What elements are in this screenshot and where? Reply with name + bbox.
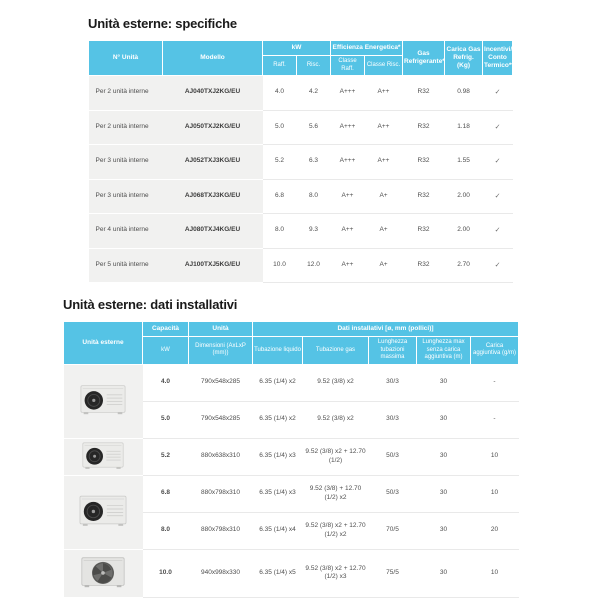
install-cell-dimensions: 790x548x285 [189, 364, 253, 401]
spec-cell-charge: 2.00 [445, 179, 483, 214]
spec-cell-charge: 0.98 [445, 76, 483, 111]
spec-cell-kw-heat: 8.0 [297, 179, 331, 214]
spec-cell-class-heat: A++ [365, 76, 403, 111]
install-cell-dimensions: 880x798x310 [189, 512, 253, 549]
spec-cell-gas: R32 [403, 145, 445, 180]
install-cell-max-length: 75/5 [369, 549, 417, 598]
spec-cell-kw-heat: 12.0 [297, 248, 331, 283]
install-cell-liquid-pipe: 6.35 (1/4) x2 [253, 401, 303, 438]
spec-cell-kw-cool: 8.0 [263, 214, 297, 249]
install-cell-max-no-charge: 30 [417, 475, 471, 512]
spec-cell-gas: R32 [403, 179, 445, 214]
spec-header-kw-group: kW [263, 41, 331, 56]
spec-header-kw-heat: Risc. [297, 56, 331, 76]
spec-header-charge [445, 41, 483, 76]
outdoor-unit-xl-icon [80, 551, 126, 593]
install-header-outdoor-units: Unità esterne [64, 322, 143, 365]
spec-header-incentive-line1: Incentivi/ [484, 45, 513, 53]
install-cell-gas-pipe: 9.52 (3/8) x2 + 12.70 (1/2) x2 [303, 512, 369, 549]
spec-cell-model: AJ050TXJ2KG/EU [163, 110, 263, 145]
install-cell-extra-charge: - [471, 401, 519, 438]
spec-cell-kw-heat: 9.3 [297, 214, 331, 249]
spec-row [89, 76, 513, 111]
spec-cell-class-cool: A+++ [331, 145, 365, 180]
install-cell-unit-image [64, 475, 143, 549]
spec-cell-kw-heat: 6.3 [297, 145, 331, 180]
install-cell-max-length: 30/3 [369, 401, 417, 438]
spec-header-unit-count: N° Unità [89, 41, 163, 76]
spec-row [89, 248, 513, 283]
install-cell-dimensions: 940x998x330 [189, 549, 253, 598]
spec-row [89, 179, 513, 214]
spec-cell-gas: R32 [403, 110, 445, 145]
spec-header-charge-line1: Carica Gas [446, 45, 481, 53]
install-cell-gas-pipe: 9.52 (3/8) x2 [303, 364, 369, 401]
install-cell-extra-charge: 10 [471, 549, 519, 598]
install-header-unit-group: Unità [189, 322, 253, 337]
spec-cell-charge: 2.70 [445, 248, 483, 283]
spec-cell-class-heat: A+ [365, 179, 403, 214]
spec-cell-incentive-check: ✓ [483, 179, 513, 214]
spec-cell-incentive-check: ✓ [483, 76, 513, 111]
install-header-extra-charge: Carica aggiuntiva (g/m) [471, 337, 519, 365]
spec-cell-charge: 2.00 [445, 214, 483, 249]
spec-cell-unit-count: Per 3 unità interne [89, 179, 163, 214]
install-cell-liquid-pipe: 6.35 (1/4) x3 [253, 438, 303, 475]
install-cell-capacity: 8.0 [143, 512, 189, 549]
install-cell-extra-charge: 10 [471, 475, 519, 512]
install-cell-max-no-charge: 30 [417, 401, 471, 438]
outdoor-unit-medium-icon [82, 440, 124, 470]
install-header-install-group: Dati installativi [ø, mm (pollici)] [253, 322, 519, 337]
install-cell-capacity: 4.0 [143, 364, 189, 401]
spec-header-charge-line2: Refrig. (Kg) [453, 53, 474, 70]
install-cell-max-length: 50/3 [369, 475, 417, 512]
install-cell-liquid-pipe: 6.35 (1/4) x4 [253, 512, 303, 549]
install-header-max-length: Lunghezza tubazioni massima [369, 337, 417, 365]
spec-cell-kw-cool: 6.8 [263, 179, 297, 214]
spec-cell-model: AJ080TXJ4KG/EU [163, 214, 263, 249]
spec-cell-class-heat: A++ [365, 145, 403, 180]
install-row [64, 549, 519, 598]
install-cell-max-no-charge: 30 [417, 512, 471, 549]
install-cell-extra-charge: 20 [471, 512, 519, 549]
spec-table-header [89, 41, 513, 76]
spec-cell-gas: R32 [403, 214, 445, 249]
install-cell-extra-charge: 10 [471, 438, 519, 475]
install-cell-max-no-charge: 30 [417, 438, 471, 475]
install-header-liquid-pipe: Tubazione liquido [253, 337, 303, 365]
install-table [63, 321, 519, 598]
spec-table-body [89, 76, 513, 283]
install-cell-capacity: 10.0 [143, 549, 189, 598]
install-table-header [64, 322, 519, 365]
spec-cell-unit-count: Per 4 unità interne [89, 214, 163, 249]
install-cell-max-length: 50/3 [369, 438, 417, 475]
spec-cell-incentive-check: ✓ [483, 248, 513, 283]
spec-header-incentive [483, 41, 513, 76]
install-cell-dimensions: 880x638x310 [189, 438, 253, 475]
spec-header-gas-line2: Refrigerante* [404, 58, 445, 65]
install-cell-dimensions: 790x548x285 [189, 401, 253, 438]
spec-cell-model: AJ040TXJ2KG/EU [163, 76, 263, 111]
spec-header-gas-line1: Gas [417, 49, 430, 57]
spec-cell-unit-count: Per 3 unità interne [89, 145, 163, 180]
spec-cell-model: AJ052TXJ3KG/EU [163, 145, 263, 180]
install-cell-liquid-pipe: 6.35 (1/4) x3 [253, 475, 303, 512]
spec-cell-charge: 1.55 [445, 145, 483, 180]
outdoor-unit-large-icon [79, 490, 127, 530]
spec-cell-incentive-check: ✓ [483, 110, 513, 145]
spec-table [88, 40, 513, 283]
spec-cell-model: AJ068TXJ3KG/EU [163, 179, 263, 214]
spec-cell-kw-heat: 5.6 [297, 110, 331, 145]
spec-cell-model: AJ100TXJ5KG/EU [163, 248, 263, 283]
install-cell-gas-pipe: 9.52 (3/8) x2 [303, 401, 369, 438]
spec-cell-kw-cool: 5.2 [263, 145, 297, 180]
spec-cell-unit-count: Per 2 unità interne [89, 76, 163, 111]
install-cell-unit-image [64, 549, 143, 598]
spec-cell-kw-cool: 5.0 [263, 110, 297, 145]
install-cell-liquid-pipe: 6.35 (1/4) x2 [253, 364, 303, 401]
install-header-capacity-group: Capacità [143, 322, 189, 337]
install-row [64, 364, 519, 401]
spec-header-kw-cool: Raff. [263, 56, 297, 76]
spec-header-efficiency-group: Efficienza Energetica* [331, 41, 403, 56]
spec-cell-class-cool: A++ [331, 179, 365, 214]
install-cell-dimensions: 880x798x310 [189, 475, 253, 512]
spec-cell-kw-cool: 10.0 [263, 248, 297, 283]
spec-row [89, 145, 513, 180]
spec-header-class-cool: Classe Raff. [331, 56, 365, 76]
install-header-dimensions: Dimensioni (AxLxP (mm)) [189, 337, 253, 365]
install-cell-max-no-charge: 30 [417, 364, 471, 401]
spec-section [88, 16, 512, 283]
install-section [63, 297, 518, 598]
spec-row [89, 110, 513, 145]
install-cell-max-length: 30/3 [369, 364, 417, 401]
install-cell-max-no-charge: 30 [417, 549, 471, 598]
install-cell-unit-image [64, 438, 143, 475]
install-cell-gas-pipe: 9.52 (3/8) x2 + 12.70 (1/2) [303, 438, 369, 475]
install-cell-capacity: 6.8 [143, 475, 189, 512]
install-cell-max-length: 70/5 [369, 512, 417, 549]
install-cell-capacity: 5.0 [143, 401, 189, 438]
outdoor-unit-small-icon [80, 382, 126, 416]
spec-cell-incentive-check: ✓ [483, 145, 513, 180]
install-row [64, 475, 519, 512]
spec-header-model: Modello [163, 41, 263, 76]
install-title: Unità esterne: dati installativi [63, 297, 238, 312]
install-table-body [64, 364, 519, 598]
install-row [64, 438, 519, 475]
install-cell-capacity: 5.2 [143, 438, 189, 475]
spec-cell-class-heat: A+ [365, 248, 403, 283]
install-header-max-no-charge: Lunghezza max senza carica aggiuntiva (m) [417, 337, 471, 365]
spec-cell-class-cool: A+++ [331, 76, 365, 111]
install-header-gas-pipe: Tubazione gas [303, 337, 369, 365]
spec-cell-class-cool: A+++ [331, 110, 365, 145]
spec-cell-gas: R32 [403, 76, 445, 111]
spec-header-incentive-line2: Conto Termico** [484, 53, 514, 70]
install-header-capacity-kw: kW [143, 337, 189, 365]
spec-cell-kw-heat: 4.2 [297, 76, 331, 111]
spec-cell-incentive-check: ✓ [483, 214, 513, 249]
spec-cell-charge: 1.18 [445, 110, 483, 145]
install-cell-extra-charge: - [471, 364, 519, 401]
spec-header-gas [403, 41, 445, 76]
spec-cell-class-heat: A++ [365, 110, 403, 145]
spec-cell-kw-cool: 4.0 [263, 76, 297, 111]
spec-cell-class-heat: A+ [365, 214, 403, 249]
spec-cell-class-cool: A++ [331, 248, 365, 283]
spec-cell-unit-count: Per 2 unità interne [89, 110, 163, 145]
spec-title: Unità esterne: specifiche [88, 16, 237, 31]
spec-row [89, 214, 513, 249]
spec-header-class-heat: Classe Risc. [365, 56, 403, 76]
spec-cell-gas: R32 [403, 248, 445, 283]
install-cell-gas-pipe: 9.52 (3/8) x2 + 12.70 (1/2) x3 [303, 549, 369, 598]
install-cell-gas-pipe: 9.52 (3/8) + 12.70 (1/2) x2 [303, 475, 369, 512]
spec-cell-class-cool: A++ [331, 214, 365, 249]
install-cell-liquid-pipe: 6.35 (1/4) x5 [253, 549, 303, 598]
spec-cell-unit-count: Per 5 unità interne [89, 248, 163, 283]
install-cell-unit-image [64, 364, 143, 438]
